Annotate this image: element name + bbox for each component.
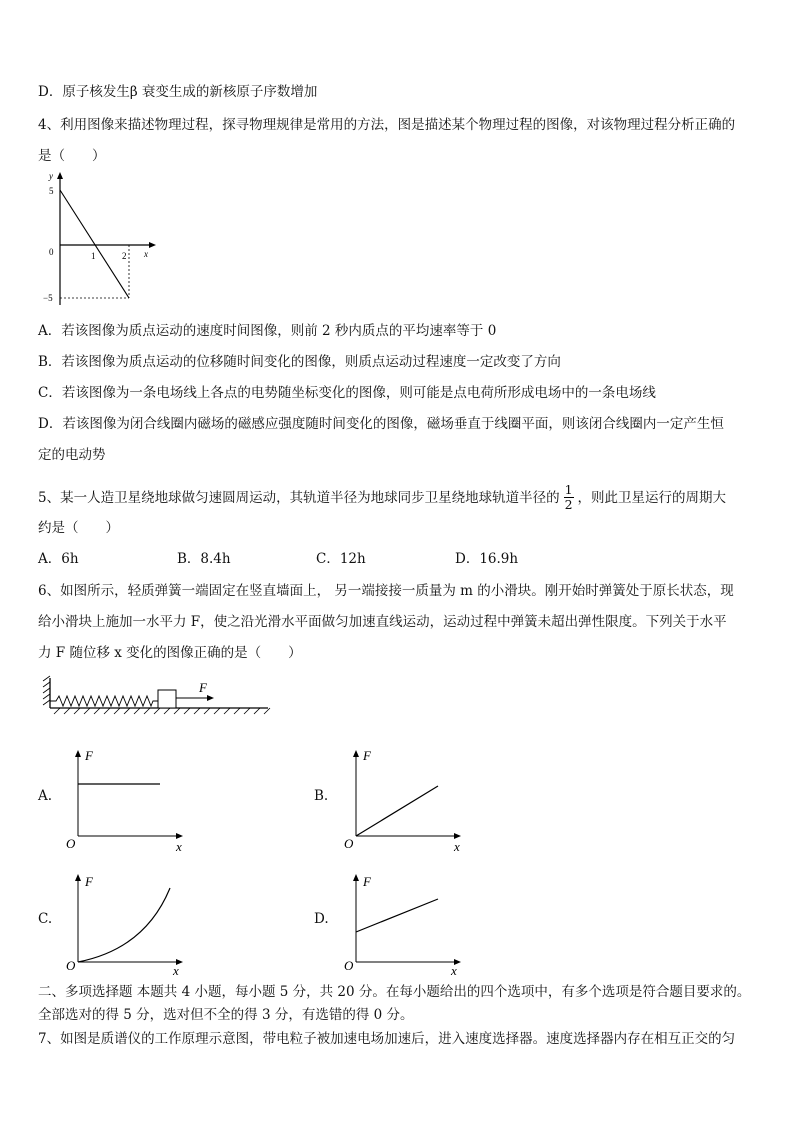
- q5-options: [38, 550, 518, 568]
- q5-stem-line1: [38, 484, 726, 513]
- q4-option-d-line2: 定的电动势: [38, 447, 106, 463]
- q6-d-axis-f: F: [363, 874, 371, 889]
- q6-graph-b: [342, 746, 472, 854]
- q6-stem-line1: 6、如图所示，轻质弹簧一端固定在竖直墙面上， 另一端接接一质量为 m 的小滑块。刚开始时弹簧处于原长状态，现: [38, 583, 734, 599]
- q4-option-b: B．若该图像为质点运动的位移随时间变化的图像，则质点运动过程速度一定改变了方向: [38, 354, 561, 370]
- spring: [50, 696, 158, 706]
- q5-stem-tail: ，则此卫星运行的周期大: [577, 490, 727, 506]
- q6-d-axis-x: x: [451, 963, 457, 978]
- section2-heading-line1: 二、多项选择题 本题共 4 小题，每小题 5 分，共 20 分。在每小题给出的四个选项中，有多个选项是符合题目要求的。: [38, 984, 751, 1000]
- q4-graph-y-label: y: [49, 171, 53, 181]
- force-label: F: [199, 680, 207, 695]
- q5-option-a: A．6h: [38, 551, 79, 567]
- section2-heading-line2: 全部选对的得 5 分，选对但不全的得 3 分，有选错的得 0 分。: [38, 1007, 414, 1023]
- q5-option-d: D．16.9h: [455, 551, 519, 567]
- q4-graph-origin: 0: [49, 247, 54, 257]
- q4-graph-y-bottom: −5: [43, 293, 53, 303]
- q6-stem-line3: 力 F 随位移 x 变化的图像正确的是（ ）: [38, 645, 302, 661]
- q5-option-c: C．12h: [316, 551, 366, 567]
- q6-option-b-label: B.: [314, 788, 329, 804]
- q6-stem-line2: 给小滑块上施加一水平力 F，使之沿光滑水平面做匀加速直线运动，运动过程中弹簧未超出弹性限度。下列关于水平: [38, 614, 727, 630]
- q4-graph-y-top: 5: [49, 186, 54, 196]
- q7-stem-line1: 7、如图是质谱仪的工作原理示意图，带电粒子被加速电场加速后，进入速度选择器。速度选择器内存在相互正交的匀: [38, 1031, 736, 1047]
- q3-option-d: D．原子核发生β 衰变生成的新核原子序数增加: [38, 84, 318, 100]
- q6-b-axis-x: x: [454, 839, 460, 854]
- slider-block: [158, 690, 176, 708]
- q4-option-c: C．若该图像为一条电场线上各点的电势随坐标变化的图像，则可能是点电荷所形成电场中的一条电场线: [38, 385, 656, 401]
- q6-graph-a: [64, 746, 194, 854]
- q4-stem-line1: 4、利用图像来描述物理过程，探寻物理规律是常用的方法，图是描述某个物理过程的图像，对该物理过程分析正确的: [38, 117, 736, 133]
- fraction: [564, 483, 574, 512]
- q6-b-axis-f: F: [363, 748, 371, 763]
- q6-option-c-label: C.: [38, 911, 53, 927]
- q4-stem-line2: 是（ ）: [38, 148, 106, 164]
- q6-c-axis-f: F: [85, 874, 93, 889]
- q6-a-axis-f: F: [85, 748, 93, 763]
- q4-graph-x1: 1: [91, 251, 96, 261]
- q6-b-axis-o: O: [344, 836, 354, 851]
- q5-stem-line2: 约是（ ）: [38, 520, 119, 536]
- q6-c-axis-x: x: [173, 963, 179, 978]
- q4-option-a: A．若该图像为质点运动的速度时间图像，则前 2 秒内质点的平均速率等于 0: [38, 323, 497, 339]
- q4-graph-x-label: x: [144, 249, 148, 259]
- q6-option-d-label: D.: [314, 911, 329, 927]
- q6-a-axis-o: O: [66, 836, 76, 851]
- q6-option-a-label: A.: [38, 788, 53, 804]
- q6-a-axis-x: x: [176, 839, 182, 854]
- q6-graph-d: [342, 870, 472, 978]
- q6-d-axis-o: O: [344, 958, 354, 973]
- spring-diagram: [40, 676, 272, 716]
- q5-stem-text: 5、某一人造卫星绕地球做匀速圆周运动，其轨道半径为地球同步卫星绕地球轨道半径的: [38, 490, 560, 506]
- fraction-numerator: 1: [564, 482, 573, 497]
- q6-c-axis-o: O: [66, 958, 76, 973]
- q6-graph-c: [64, 870, 194, 978]
- q4-option-d-line1: D．若该图像为闭合线圈内磁场的磁感应强度随时间变化的图像，磁场垂直于线圈平面，则该闭合线圈内一定产生恒: [38, 416, 724, 432]
- q4-graph-x2: 2: [122, 251, 127, 261]
- fraction-denominator: 2: [564, 497, 573, 512]
- q4-graph: [40, 170, 170, 310]
- q5-option-b: B．8.4h: [177, 551, 231, 567]
